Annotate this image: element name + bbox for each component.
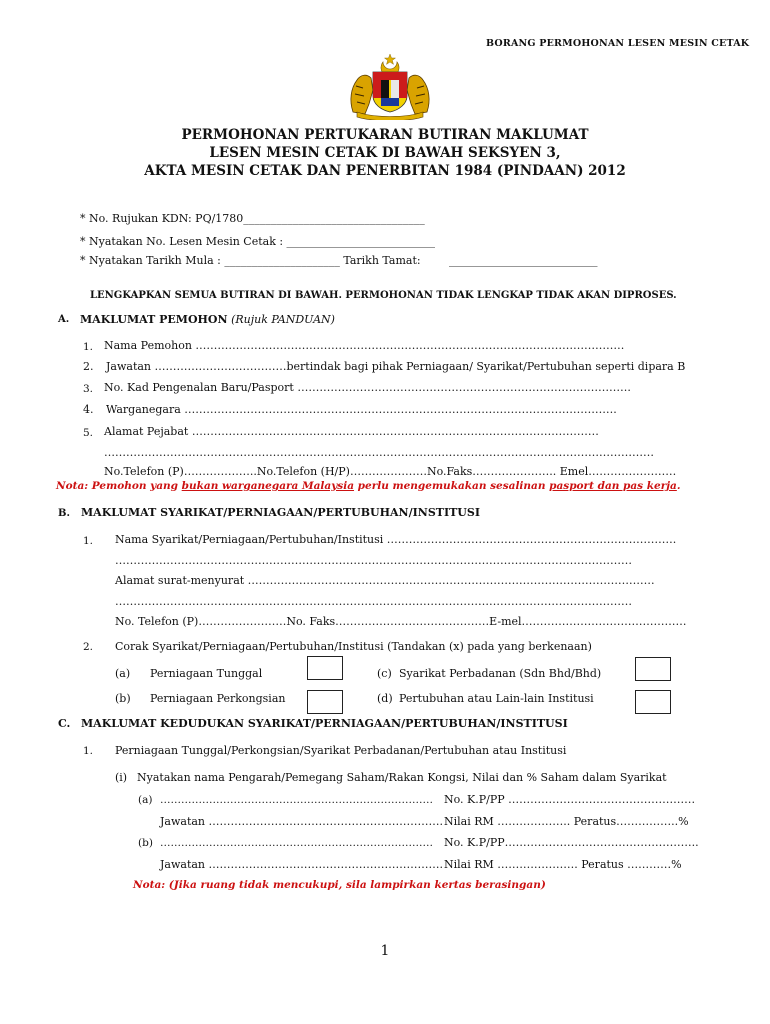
foreign-applicant-note bbox=[56, 480, 681, 492]
section-a-letter: A. bbox=[58, 314, 70, 325]
title-line-2: LESEN MESIN CETAK DI BAWAH SEKSYEN 3, bbox=[209, 145, 561, 161]
start-date-field[interactable]: * Nyatakan Tarikh Mula : _____________________ Tarikh Tamat: bbox=[80, 254, 421, 267]
option-d-key: (d) bbox=[377, 692, 393, 705]
item-c1-text: Perniagaan Tunggal/Perkongsian/Syarikat Perbadanan/Pertubuhan atau Institusi bbox=[115, 744, 567, 757]
option-c-label: Syarikat Perbadanan (Sdn Bhd/Bhd) bbox=[399, 667, 602, 680]
entry-a-ic-field[interactable]: No. K.P/PP …………………………………………… bbox=[444, 793, 696, 806]
section-c-title: MAKLUMAT KEDUDUKAN SYARIKAT/PERNIAGAAN/PERTUBUHAN/INSTITUSI bbox=[81, 717, 568, 730]
option-c-key: (c) bbox=[377, 667, 392, 680]
applicant-name-field[interactable]: Nama Pemohon ……………………………………………………………………………………………………… bbox=[104, 339, 625, 352]
option-b-key: (b) bbox=[115, 692, 131, 705]
item-a3-number: 3. bbox=[83, 383, 94, 395]
position-field[interactable]: Jawatan ………………………………bertindak bagi pihak Perniagaan/ Syarikat/Pertubuhan seperti dipara B bbox=[106, 360, 686, 373]
entry-b-name-field[interactable]: …………………………………………………………………… bbox=[160, 837, 433, 849]
option-b-checkbox[interactable] bbox=[307, 690, 343, 714]
company-name-field[interactable]: Nama Syarikat/Perniagaan/Pertubuhan/Institusi ……………………………………………………………………. bbox=[115, 533, 677, 546]
applicant-contact-fields[interactable]: No.Telefon (P)………………..No.Telefon (H/P)…………………No.Faks………………….. Emel…………………… bbox=[104, 465, 677, 478]
section-c-letter: C. bbox=[58, 717, 71, 730]
entry-a-name-field[interactable]: …………………………………………………………………… bbox=[160, 794, 433, 806]
form-header: BORANG PERMOHONAN LESEN MESIN CETAK bbox=[486, 38, 750, 49]
option-c-checkbox[interactable] bbox=[635, 657, 671, 681]
section-a-title: MAKLUMAT PEMOHON bbox=[80, 313, 228, 326]
option-d-label: Pertubuhan atau Lain-lain Institusi bbox=[399, 692, 594, 705]
entry-a-position-field[interactable]: Jawatan ………………………………………………………. bbox=[160, 815, 443, 828]
item-a2-number: 2. bbox=[83, 360, 94, 373]
note-part-4: pasport dan pas kerja bbox=[549, 480, 677, 492]
page-number: 1 bbox=[380, 943, 390, 959]
item-b2-number: 2. bbox=[83, 641, 94, 653]
item-a4-number: 4. bbox=[83, 403, 94, 416]
sub-i-text: Nyatakan nama Pengarah/Pemegang Saham/Rakan Kongsi, Nilai dan % Saham dalam Syarikat bbox=[137, 771, 667, 784]
mailing-address-line-2[interactable]: …………………………………………………………………………………………………………………………… bbox=[115, 595, 632, 608]
section-b-title: MAKLUMAT SYARIKAT/PERNIAGAAN/PERTUBUHAN/INSTITUSI bbox=[81, 506, 480, 519]
business-type-instruction: Corak Syarikat/Perniagaan/Pertubuhan/Institusi (Tandakan (x) pada yang berkenaan) bbox=[115, 640, 592, 653]
ic-passport-field[interactable]: No. Kad Pengenalan Baru/Pasport ………………………………………………………………………………. bbox=[104, 381, 631, 394]
company-name-line-2[interactable]: …………………………………………………………………………………………………………………………… bbox=[115, 554, 632, 567]
coat-of-arms-icon bbox=[343, 52, 437, 120]
entry-b-value-field[interactable]: Nilai RM …………………. Peratus …………% bbox=[444, 858, 682, 871]
office-address-line-2[interactable]: …………………………………………………………………………………………………………………………………… bbox=[104, 446, 654, 459]
note-part-3: perlu mengemukakan sesalinan bbox=[354, 480, 550, 492]
option-d-checkbox[interactable] bbox=[635, 690, 671, 714]
entry-b-position-field[interactable]: Jawatan ………………………………………………………. bbox=[160, 858, 443, 871]
option-a-key: (a) bbox=[115, 667, 131, 680]
section-b-letter: B. bbox=[58, 508, 70, 519]
entry-a-value-field[interactable]: Nilai RM ……………….. Peratus……………..% bbox=[444, 815, 689, 828]
section-a-note: (Rujuk PANDUAN) bbox=[231, 313, 335, 326]
option-a-checkbox[interactable] bbox=[307, 656, 343, 680]
item-a1-number: 1. bbox=[83, 341, 94, 353]
nationality-field[interactable]: Warganegara ………………………………………………………………………………………………………. bbox=[106, 403, 617, 416]
note-part-1: Nota: Pemohon yang bbox=[56, 480, 182, 492]
note-part-5: . bbox=[676, 480, 681, 492]
option-a-label: Perniagaan Tunggal bbox=[150, 667, 263, 680]
mailing-address-field[interactable]: Alamat surat-menyurat ………………………………………………………………………………………………… bbox=[115, 574, 655, 587]
section-a-heading bbox=[80, 313, 335, 326]
option-b-label: Perniagaan Perkongsian bbox=[150, 692, 286, 705]
item-a5-number: 5. bbox=[83, 427, 94, 439]
office-address-field[interactable]: Alamat Pejabat ………………………………………………………………………………………………… bbox=[104, 425, 599, 438]
entry-b-key: (b) bbox=[138, 837, 153, 849]
item-b1-number: 1. bbox=[83, 535, 94, 547]
company-contact-fields[interactable]: No. Telefon (P)……………………No. Faks……………………………………E-mel……………………………………… bbox=[115, 615, 687, 628]
end-date-field[interactable]: ___________________________ bbox=[449, 254, 598, 267]
title-line-3: AKTA MESIN CETAK DAN PENERBITAN 1984 (PINDAAN) 2012 bbox=[144, 163, 626, 179]
ref-number-field[interactable]: * No. Rujukan KDN: PQ/1780_________________________________ bbox=[80, 212, 425, 225]
note-part-2: bukan warganegara Malaysia bbox=[181, 480, 355, 492]
item-c1-number: 1. bbox=[83, 745, 94, 757]
entry-b-ic-field[interactable]: No. K.P/PP…………………………………………….. bbox=[444, 836, 699, 849]
license-number-field[interactable]: * Nyatakan No. Lesen Mesin Cetak : ___________________________ bbox=[80, 235, 436, 248]
sub-i-key: (i) bbox=[115, 771, 128, 784]
instruction-text: LENGKAPKAN SEMUA BUTIRAN DI BAWAH. PERMOHONAN TIDAK LENGKAP TIDAK AKAN DIPROSES. bbox=[90, 290, 677, 301]
entry-a-key: (a) bbox=[138, 794, 153, 806]
attachment-note: Nota: (Jika ruang tidak mencukupi, sila lampirkan kertas berasingan) bbox=[133, 879, 546, 891]
title-line-1: PERMOHONAN PERTUKARAN BUTIRAN MAKLUMAT bbox=[181, 127, 589, 143]
